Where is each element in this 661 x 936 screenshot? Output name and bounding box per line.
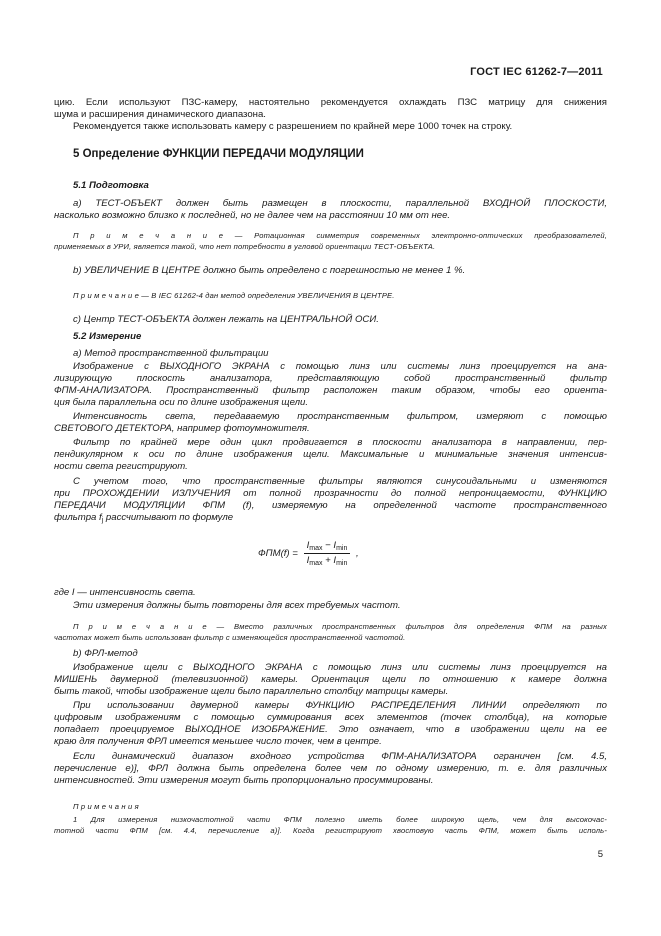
formula-lhs: ФПМ(f) = — [258, 548, 298, 559]
page-number: 5 — [597, 849, 603, 860]
s52-p4-line-2: при ПРОХОЖДЕНИИ ИЗЛУЧЕНИЯ от полной прозрачности до полной непроницаемости, ФУНКЦИЮ — [54, 488, 607, 499]
s52-note-3-line-1: П р и м е ч а н и е — Вместо различных пространственных фильтров для определения ФПМ на разных — [73, 622, 607, 631]
s51-c: c) Центр ТЕСТ-ОБЪЕКТА должен лежать на ЦЕНТРАЛЬНОЙ ОСИ. — [73, 314, 379, 325]
s52-note-4-line-1: 1 Для измерения низкочастотной части ФПМ полезно иметь более широкую щель, чем для высокочас- — [73, 815, 607, 824]
s52-p6-line-4: краю для получения ФРЛ имеется меньшее число точек, чем в центре. — [54, 736, 382, 747]
s52-note-3-line-2: частотах может быть использован фильтр с изменяющейся пространственной частотой. — [54, 633, 406, 642]
s52-p6-line-1: При использовании двумерной камеры ФУНКЦИЮ РАСПРЕДЕЛЕНИЯ ЛИНИИ определяют по — [73, 700, 607, 711]
subsection-5-1-title: 5.1 Подготовка — [73, 180, 149, 191]
s52-p7-line-2: перечисление e)], ФРЛ должна быть определена более чем по одному измерению, т. е. для различных — [54, 763, 607, 774]
s51-note-1-line-2: применяемых в УРИ, является такой, что нет потребности в угловой ориентации ТЕСТ-ОБЪЕКТА. — [54, 242, 436, 251]
s52-p3-line-1: Фильтр по крайней мере один цикл продвигается в плоскости анализатора в направлении, пер- — [73, 437, 607, 448]
subsection-5-2-title: 5.2 Измерение — [73, 331, 142, 342]
s52-p7-line-3: интенсивностей. Эти измерения могут быть пропорционально просуммированы. — [54, 775, 434, 786]
s52-p3-line-3: ности света регистрируют. — [54, 461, 188, 472]
intro-line-2: шума и расширения динамического диапазона. — [54, 109, 266, 120]
s52-p6-line-2: цифровым изображениям с помощью суммирования всех элементов (точек столбца), на которые — [54, 712, 607, 723]
formula-where: где I — интенсивность света. — [54, 587, 196, 598]
s52-p5-line-2: МИШЕНЬ двумерной (телевизионной) камеры. Ориентация щели по отношению к камере должна — [54, 674, 607, 685]
formula-denominator: $I_{max} + I_{min}$ — [306, 555, 348, 567]
s52-p1-line-1: Изображение с ВЫХОДНОГО ЭКРАНА с помощью линз или системы линз проецируется на ана- — [73, 361, 607, 372]
section-5-title: 5 Определение ФУНКЦИИ ПЕРЕДАЧИ МОДУЛЯЦИИ — [73, 148, 364, 160]
s52-p5-line-3: быть такой, чтобы изображение щели было параллельно столбцу матрицы камеры. — [54, 686, 449, 697]
s52-p7-line-1: Если динамический диапазон входного устройства ФПМ-АНАЛИЗАТОРА ограничен [см. 4.5, — [73, 751, 607, 762]
document-header: ГОСТ IEC 61262-7—2011 — [470, 66, 603, 78]
s52-p1-line-4: ция была параллельна оси по длине изображения щели. — [54, 397, 308, 408]
s52-repeat: Эти измерения должны быть повторены для всех требуемых частот. — [73, 600, 401, 611]
s51-note-2: П р и м е ч а н и е — В IEC 61262-4 дан метод определения УВЕЛИЧЕНИЯ В ЦЕНТРЕ. — [73, 291, 395, 300]
s52-p5-line-1: Изображение щели с ВЫХОДНОГО ЭКРАНА с помощью линз или системы линз проецируется на — [73, 662, 607, 673]
s52-p4-line-3: ПЕРЕДАЧИ МОДУЛЯЦИИ ФПМ (f), измеряемую на определенной частоте пространственного — [54, 500, 607, 511]
s51-b: b) УВЕЛИЧЕНИЕ В ЦЕНТРЕ должно быть определено с погрешностью не менее 1 %. — [73, 265, 466, 276]
s51-note-1-line-1: П р и м е ч а н и е — Ротационная симметрия современных электронно-оптических преобразователей, — [73, 231, 607, 240]
s52-p1-line-2: лизирующую плоскость анализатора, представляющую собой пространственный фильтр — [54, 373, 607, 384]
formula-fraction — [304, 540, 351, 567]
s52-notes-title: П р и м е ч а н и я — [73, 802, 139, 811]
intro-line-3: Рекомендуется также использовать камеру с разрешением по крайней мере 1000 точек на строку. — [73, 121, 513, 132]
s52-note-4-line-2: тотной части ФПМ [см. 4.4, перечисление a)]. Когда регистрируют хвостовую часть ФПМ, может быть исполь- — [54, 826, 607, 835]
s52-p2-line-1: Интенсивность света, передаваемую пространственным фильтром, измеряют с помощью — [73, 411, 607, 422]
s52-a-title: a) Метод пространственной фильтрации — [73, 348, 269, 359]
s51-a-line-2: насколько возможно близко к последней, но не далее чем на расстоянии 10 мм от нее. — [54, 210, 451, 221]
s52-p6-line-3: попадает проецируемое ВЫХОДНОЕ ИЗОБРАЖЕНИЕ. Это означает, что в изображении щели на ее — [54, 724, 607, 735]
formula-numerator: $I_{max} - I_{min}$ — [304, 540, 351, 554]
s52-p2-line-2: СВЕТОВОГО ДЕТЕКТОРА, например фотоумножителя. — [54, 423, 310, 434]
mtf-formula: ФПМ(f) = $\frac{I_{max} - I_{min}}{I_{max} + I_{min}}$ , — [258, 540, 359, 567]
s52-p3-line-2: пендикулярном к оси по длине изображения щели. Максимальные и минимальные значения интенсив- — [54, 449, 607, 460]
s51-a-line-1: a) ТЕСТ-ОБЪЕКТ должен быть размещен в плоскости, параллельной ВХОДНОЙ ПЛОСКОСТИ, — [73, 198, 607, 209]
s52-b-title: b) ФРЛ-метод — [73, 648, 138, 659]
s52-p4-line-4: фильтра $f_j$ рассчитывают по формуле — [54, 512, 234, 524]
intro-line-1: цию. Если используют ПЗС-камеру, настоятельно рекомендуется охлаждать ПЗС матрицу для снижения — [54, 97, 607, 108]
s52-p4-line-1: С учетом того, что пространственные фильтры являются синусоидальными и изменяются — [73, 476, 607, 487]
s52-p1-line-3: ФПМ-АНАЛИЗАТОРА. Пространственный фильтр расположен таким образом, чтобы его ориента- — [54, 385, 607, 396]
